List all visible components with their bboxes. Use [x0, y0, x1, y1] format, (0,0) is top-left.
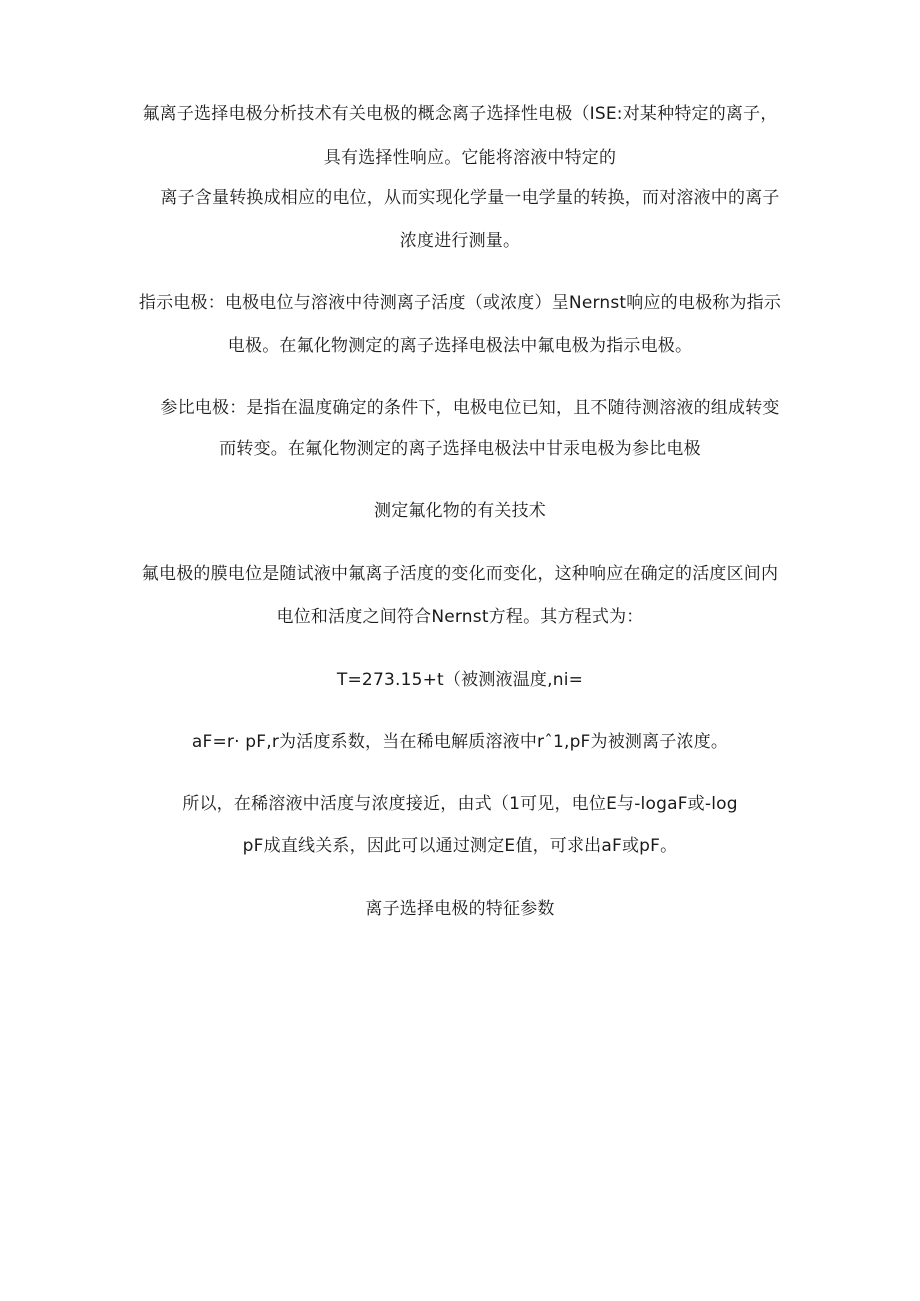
activity-definition-line: aF=r· pF,r为活度系数，当在稀电解质溶液中rˆ1,pF为被测离子浓度。: [191, 732, 729, 752]
section-heading-characteristic-parameters: 离子选择电极的特征参数: [365, 899, 555, 919]
formula-line: T=273.15+t（被测液温度,ni=: [336, 670, 584, 690]
section-heading-fluoride-techniques: 测定氟化物的有关技术: [374, 501, 546, 521]
paragraph-1-line-4: 浓度进行测量。: [399, 231, 521, 251]
paragraph-5-line-1: 所以，在稀溶液中活度与浓度接近，由式（1可见，电位E与-logaF或-log: [182, 794, 738, 814]
paragraph-4-line-1: 氟电极的膜电位是随试液中氟离子活度的变化而变化，这种响应在确定的活度区间内: [141, 564, 779, 584]
paragraph-1-line-2: 具有选择性响应。它能将溶液中特定的: [323, 148, 617, 168]
paragraph-2-line-1: 指示电极：电极电位与溶液中待测离子活度（或浓度）呈Nernst响应的电极称为指示: [138, 293, 782, 313]
paragraph-1-line-1: 氟离子选择电极分析技术有关电极的概念离子选择性电极（ISE:对某种特定的离子，: [142, 104, 778, 124]
paragraph-1-line-3: 离子含量转换成相应的电位，从而实现化学量一电学量的转换，而对溶液中的离子: [160, 188, 780, 208]
paragraph-4-line-2: 电位和活度之间符合Nernst方程。其方程式为：: [276, 607, 644, 627]
paragraph-3-line-2: 而转变。在氟化物测定的离子选择电极法中甘汞电极为参比电极: [219, 439, 701, 459]
paragraph-3-line-1: 参比电极：是指在温度确定的条件下，电极电位已知，且不随待测溶液的组成转变: [160, 398, 780, 418]
paragraph-2-line-2: 电极。在氟化物测定的离子选择电极法中氟电极为指示电极。: [227, 336, 693, 356]
paragraph-5-line-2: pF成直线关系，因此可以通过测定E值，可求出aF或pF。: [242, 836, 678, 856]
